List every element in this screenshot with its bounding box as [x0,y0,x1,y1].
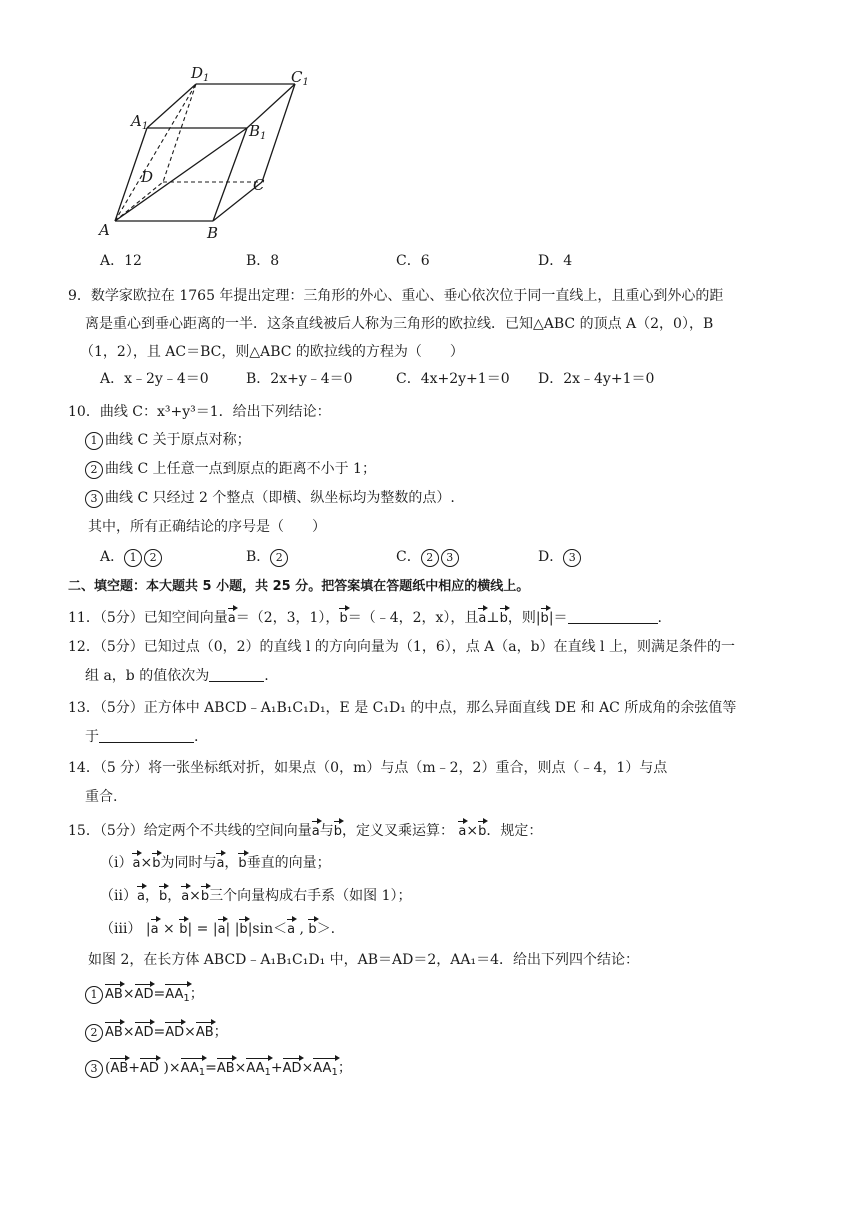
q15-fig2: 如图 2，在长方体 ABCD﹣A₁B₁C₁D₁ 中，AB＝AD＝2，AA₁＝4．给出下列四个结论： [88,952,640,968]
q10-ask: 其中，所有正确结论的序号是（ ） [88,519,326,535]
q10-stem: 10．曲线 C：x³+y³＝1．给出下列结论： [68,404,331,420]
q8-option-c: C．6 [396,253,430,269]
q14-line1: 14．（5 分）将一张坐标纸对折，如果点（0，m）与点（m﹣2，2）重合，则点（﹣4，1）与点 [68,760,668,776]
q8-option-a: A．12 [100,253,142,269]
answer-blank[interactable] [568,609,658,624]
answer-blank[interactable] [99,728,194,743]
q15-rule-iii: （ⅲ） |a × b| = |a| |b|sin＜a , b＞. [100,917,335,939]
q9-option-b: B．2x+y﹣4＝0 [246,371,353,387]
q9-option-d: D．2x﹣4y+1＝0 [538,371,655,387]
q10-conclusion-2: 2 曲线 C 上任意一点到原点的距离不小于 1； [85,459,376,479]
q10-option-d: D． 3 [538,547,583,567]
q13-line2: 于 . [85,729,199,745]
q10-conclusion-1: 1 曲线 C 关于原点对称； [85,430,251,450]
answer-blank[interactable] [209,667,264,682]
label-C1: $C_1$ [291,68,309,88]
q11: 11．（5分）已知空间向量a＝（2，3，1），b＝（﹣4，2，x），且a⊥b，则|b|＝ . [68,606,662,628]
q10-option-b: B． 2 [246,547,290,567]
q9-option-c: C．4x+2y+1＝0 [396,371,510,387]
q9-option-a: A．x﹣2y﹣4＝0 [100,371,209,387]
q15-line1: 15．（5分）给定两个不共线的空间向量a与b，定义叉乘运算： a×b．规定： [68,819,542,841]
q15-rule-i: （ⅰ）a×b为同时与a，b垂直的向量； [100,851,331,873]
parallelepiped-figure [95,60,325,245]
q12-line2: 组 a，b 的值依次为 . [85,668,269,684]
label-C: C [253,176,265,194]
q8-option-d: D．4 [538,253,573,269]
q14-line2: 重合. [85,789,118,805]
q15-conclusion-3: 3 (AB+AD )$\times AA_1=AB\times AA_1+AD\times AA_1$； [85,1056,352,1080]
q10-option-a: A． 1 2 [100,547,164,567]
label-A: A [99,221,110,239]
q13-line1: 13．（5分）正方体中 ABCD﹣A₁B₁C₁D₁，E 是 C₁D₁ 的中点，那么异面直线 DE 和 AC 所成角的余弦值等 [68,700,737,716]
q9-line2: 离是重心到垂心距离的一半．这条直线被后人称为三角形的欧拉线．已知△ABC 的顶点 A（2，0），B [85,316,714,332]
circled-1: 1 [85,432,103,450]
q9-line3: （1，2），且 AC＝BC，则△ABC 的欧拉线的方程为（ ） [80,344,464,360]
q15-conclusion-2: 2 AB×AD=AD×AB； [85,1020,228,1042]
circled-2: 2 [85,461,103,479]
q8-option-b: B．8 [246,253,280,269]
q12-line1: 12．（5分）已知过点（0，2）的直线 l 的方向向量为（1，6），点 A（a，b）在直线 l 上，则满足条件的一 [68,639,735,655]
label-B: B [207,224,219,242]
circled-3: 3 [85,490,103,508]
label-B1: $B_1$ [249,122,267,142]
q15-conclusion-1: 1 $AB\times AD=AA_1$； [85,982,204,1006]
label-D: D [141,168,154,186]
section-2-heading: 二、填空题：本大题共 5 小题，共 25 分。把答案填在答题纸中相应的横线上。 [68,579,530,594]
q15-rule-ii: （ⅱ）a，b，a×b三个向量构成右手系（如图 1）； [100,884,412,906]
label-A1: $A_1$ [131,112,149,132]
q10-conclusion-3: 3 曲线 C 只经过 2 个整点（即横、纵坐标均为整数的点）. [85,488,455,508]
label-D1: $D_1$ [191,64,210,84]
q10-option-c: C． 2 3 [396,547,461,567]
q9-line1: 9．数学家欧拉在 1765 年提出定理：三角形的外心、重心、垂心依次位于同一直线上，且重心到外心的距 [68,288,724,304]
